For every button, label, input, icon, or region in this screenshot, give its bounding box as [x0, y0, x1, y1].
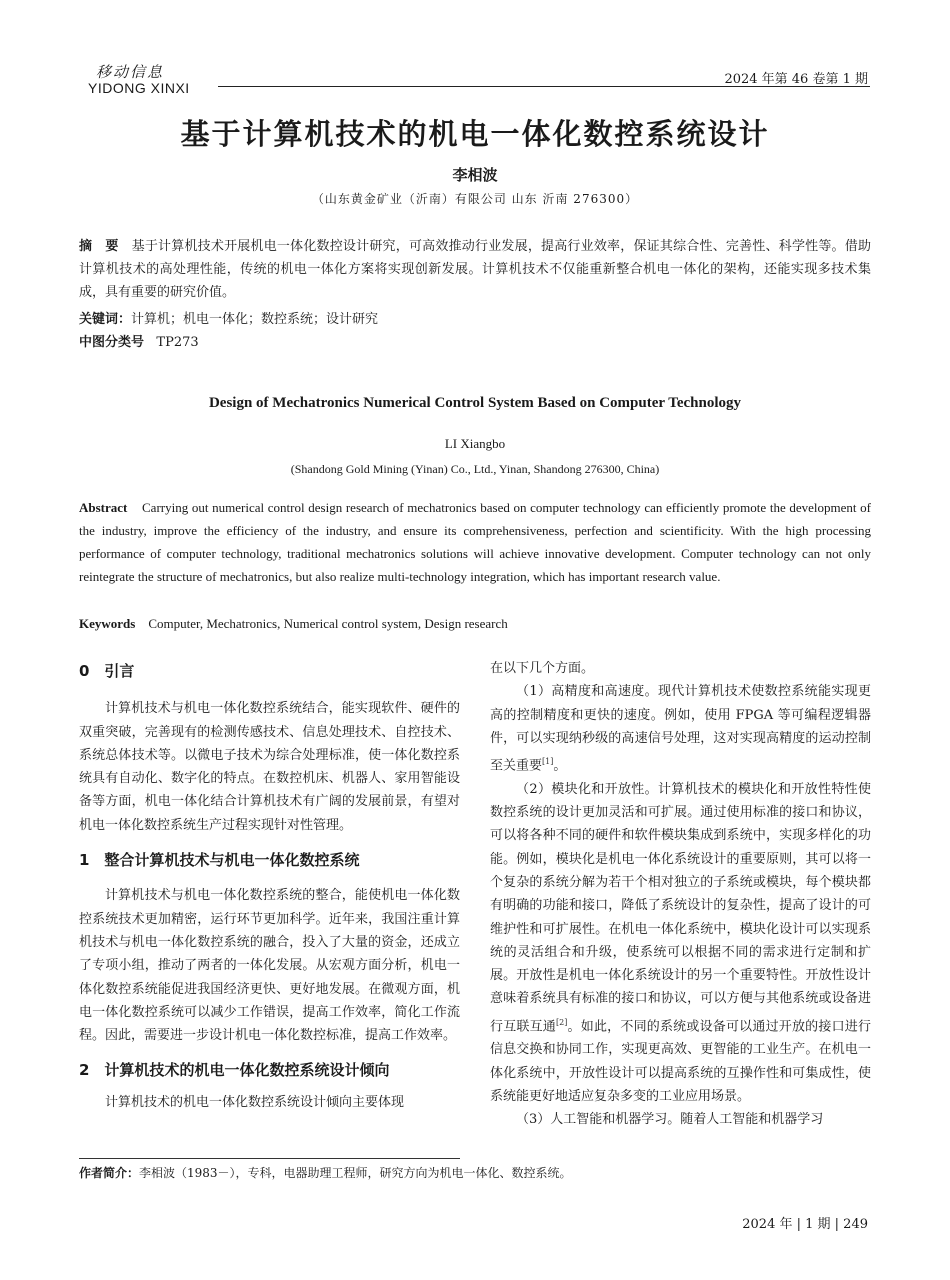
- abstract-cn-text: 基于计算机技术开展机电一体化数控设计研究，可高效推动行业发展，提高行业效率，保证其综合性、完善性、科学性等。借助计算机技术的高处理性能，传统的机电一体化方案将实现创新发展。计算机技术不仅能重新整合机电一体化的架构，还能实现多技术集成，具有重要的研究价值。: [79, 239, 871, 300]
- author-name: 李相波: [452, 166, 498, 184]
- english-affiliation: (Shandong Gold Mining (Yinan) Co., Ltd., Yinan, Shandong 276300, China): [290, 462, 660, 476]
- keywords-cn: [79, 308, 871, 331]
- citation-1[interactable]: [1]: [542, 757, 554, 767]
- right-paragraph-3: （3）人工智能和机器学习。随着人工智能和机器学习: [516, 1112, 824, 1128]
- section-1-paragraph: 计算机技术与机电一体化数控系统的整合，能使机电一体化数控系统技术更加精密，运行环节更加科学。近年来，我国注重计算机技术与机电一体化数控系统的融合，投入了大量的资金，还成立了专项小组，推动了两者的一体化发展。从宏观方面分析，机电一体化数控系统能促进我国经济更快、更好地发展。在微观方面，机电一体化数控系统可以减少工作错误，提高工作效率，简化工作流程。因此，需要进一步设计机电一体化数控标准，提高工作效率。: [79, 888, 460, 1044]
- abstract-en-text: Carrying out numerical control design research of mechatronics based on computer technology can efficiently promote the development of the industry, improve the efficiency of the industry, and ensure its comprehensiveness, perfection and scientificity. With the high processing performance of computer technology, traditional mechatronics solutions will achieve innovative development. Computer technology can not only reintegrate the structure of mechatronics, but also realize multi-technology integration, which has important research value.: [79, 500, 871, 584]
- section-0-heading: 0 引言: [79, 662, 135, 680]
- section-1-heading: 1 整合计算机技术与机电一体化数控系统: [79, 851, 360, 870]
- right-paragraph-2-end: 。如此，不同的系统或设备可以通过开放的接口进行信息交换和协同工作，实现更高效、更智能的工业生产。在机电一体化系统中，开放性设计可以提高系统的互操作性和可集成性，使系统能更好地适应复杂多变的工业应用场景。: [490, 1019, 871, 1104]
- right-paragraph-0: 在以下几个方面。: [490, 661, 595, 676]
- right-paragraph-1-text: （1）高精度和高速度。现代计算机技术使数控系统能实现更高的控制精度和更快的速度。例如，使用 FPGA 等可编程逻辑器件，可以实现纳秒级的高速信号处理，这对实现高精度的运动控制至关重要: [490, 684, 871, 774]
- clc-label: 中图分类号: [79, 335, 145, 350]
- clc-number: [79, 331, 871, 354]
- left-column: [79, 660, 460, 1114]
- abstract-cn: [79, 235, 871, 304]
- keywords-cn-text: 计算机；机电一体化；数控系统；设计研究: [131, 312, 379, 327]
- citation-2[interactable]: [2]: [556, 1017, 568, 1027]
- english-title: Design of Mechatronics Numerical Control System Based on Computer Technology: [208, 395, 742, 411]
- abstract-en-label: Abstract: [79, 500, 128, 515]
- header-rule: [218, 86, 870, 87]
- author-affiliation: （山东黄金矿业（沂南）有限公司 山东 沂南 276300）: [311, 192, 639, 206]
- keywords-cn-label: 关键词：: [79, 312, 132, 327]
- issue-label: 2024 年第 46 卷第 1 期: [724, 72, 868, 87]
- section-2-paragraph: 计算机技术的机电一体化数控系统设计倾向主要体现: [105, 1094, 405, 1110]
- right-paragraph-2: [490, 778, 871, 1108]
- right-paragraph-1-end: 。: [553, 758, 567, 774]
- clc-value: TP273: [156, 335, 199, 350]
- article-title: 基于计算机技术的机电一体化数控系统设计: [180, 117, 770, 151]
- keywords-en-label: Keywords: [79, 616, 136, 631]
- page-footer: 2024 年 | 1 期 | 249: [742, 1217, 868, 1232]
- footnote-label: 作者简介：: [79, 1166, 140, 1180]
- footnote-rule: [79, 1158, 460, 1159]
- journal-name-cn: 移动信息: [96, 63, 165, 81]
- keywords-en-text: Computer, Mechatronics, Numerical control system, Design research: [148, 616, 508, 631]
- right-paragraph-1: [490, 680, 871, 778]
- abstract-en: [79, 496, 871, 588]
- footnote-text: 李相波（1983－），专科，电器助理工程师，研究方向为机电一体化、数控系统。: [139, 1166, 572, 1180]
- journal-name-en: YIDONG XINXI: [88, 80, 190, 96]
- right-paragraph-2-text: （2）模块化和开放性。计算机技术的模块化和开放性特性使数控系统的设计更加灵活和可扩展。通过使用标准的接口和协议，可以将各种不同的硬件和软件模块集成到系统中，实现多样化的功能。例如，模块化是机电一体化系统设计的重要原则，其可以将一个复杂的系统分解为若干个相对独立的子系统或模块，每个模块都有明确的功能和接口，降低了系统设计的复杂性，提高了设计的可维护性和可扩展性。在机电一体化系统中，模块化设计可以实现系统的灵活组合和升级，使系统可以根据不同的需求进行定制和扩展。开放性是机电一体化系统设计的另一个重要特性。开放性设计意味着系统具有标准的接口和协议，可以方便与其他系统或设备进行互联互通: [490, 781, 871, 1035]
- section-2-heading: 2 计算机技术的机电一体化数控系统设计倾向: [79, 1061, 390, 1080]
- abstract-cn-label: 摘 要: [79, 239, 119, 254]
- section-0-paragraph: 计算机技术与机电一体化数控系统结合，能实现软件、硬件的双重突破，完善现有的检测传感技术、信息处理技术、自控技术、系统总体技术等。以微电子技术为综合处理标准，使一体化数控系统具有自动化、数字化的特点。在数控机床、机器人、家用智能设备等方面，机电一体化结合计算机技术有广阔的发展前景，有望对机电一体化数控系统生产过程实现针对性管理。: [79, 701, 460, 833]
- english-author: LI Xiangbo: [444, 436, 506, 451]
- author-footnote: [79, 1164, 572, 1181]
- right-column: [490, 657, 871, 1132]
- keywords-en: [79, 612, 871, 635]
